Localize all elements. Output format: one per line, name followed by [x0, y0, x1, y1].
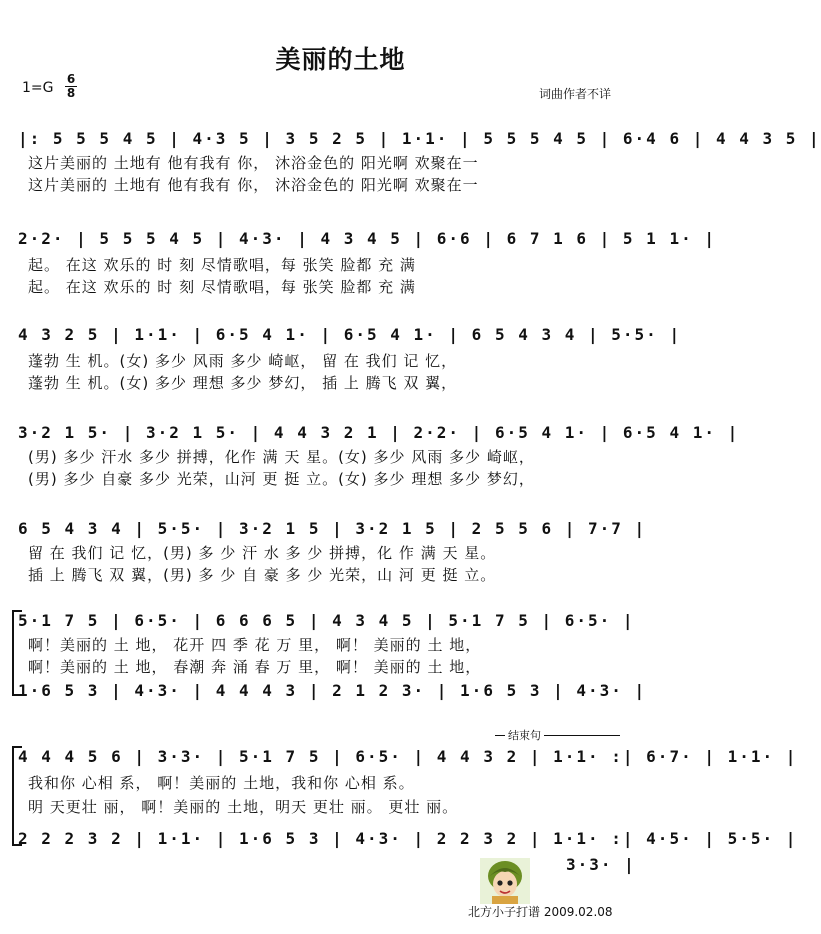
lyric-line-1b: 这片美丽的 土地有 他有我有 你， 沐浴金色的 阳光啊 欢聚在一 [28, 176, 479, 194]
time-signature-top: 6 [66, 72, 76, 86]
notation-line-6-lower: 1·6 5 3 | 4·3· | 4 4 4 3 | 2 1 2 3· | 1·6 5 3 | 4·3· | [18, 681, 647, 700]
lyric-line-6a: 啊！美丽的 土 地， 花开 四 季 花 万 里， 啊！ 美丽的 土 地， [28, 636, 482, 654]
lyric-line-4b: (男) 多少 自豪 多少 光荣，山河 更 挺 立。(女) 多少 理想 多少 梦幻， [28, 470, 535, 488]
composer-credit: 词曲作者不详 [538, 87, 611, 101]
notation-line-3: 4 3 2 5 | 1·1· | 6·5 4 1· | 6·5 4 1· | 6 5 4 3 4 | 5·5· | [18, 325, 682, 344]
notation-line-1: |: 5 5 5 4 5 | 4·3 5 | 3 5 2 5 | 1·1· | 5 5 5 4 5 | 6·4 6 | 4 4 3 5 | [18, 129, 821, 148]
lyric-line-7b: 明 天更壮 丽， 啊！美丽的 土地，明天 更壮 丽。 更壮 丽。 [28, 798, 459, 816]
lyric-line-2b: 起。 在这 欢乐的 时 刻 尽情歌唱，每 张笑 脸都 充 满 [28, 278, 416, 296]
cartoon-avatar-icon [480, 858, 530, 904]
transcriber-signature: 北方小子打谱 2009.02.08 [468, 905, 613, 919]
notation-line-2: 2·2· | 5 5 5 4 5 | 4·3· | 4 3 4 5 | 6·6 | 6 7 1 6 | 5 1 1· | [18, 229, 716, 248]
key-signature: 1=G [22, 80, 54, 96]
lyric-line-4a: (男) 多少 汗水 多少 拼搏，化作 满 天 星。(女) 多少 风雨 多少 崎岖， [28, 448, 535, 466]
notation-line-7-lower2: 3·3· | [566, 855, 636, 874]
lyric-line-6b: 啊！美丽的 土 地， 春潮 奔 涌 春 万 里， 啊！ 美丽的 土 地， [28, 658, 482, 676]
notation-line-7-lower: 2 2 2 3 2 | 1·1· | 1·6 5 3 | 4·3· | 2 2 3 2 | 1·1· :| 4·5· | 5·5· | [18, 829, 798, 848]
time-signature [64, 73, 78, 100]
lyric-line-3b: 蓬勃 生 机。(女) 多少 理想 多少 梦幻， 插 上 腾飞 双 翼， [28, 374, 458, 392]
lyric-line-5b: 插 上 腾飞 双 翼，(男) 多 少 自 豪 多 少 光荣，山 河 更 挺 立。 [28, 566, 497, 584]
notation-line-5: 6 5 4 3 4 | 5·5· | 3·2 1 5 | 3·2 1 5 | 2 5 5 6 | 7·7 | [18, 519, 647, 538]
notation-line-6: 5·1 7 5 | 6·5· | 6 6 6 5 | 4 3 4 5 | 5·1 7 5 | 6·5· | [18, 611, 635, 630]
lyric-line-2a: 起。 在这 欢乐的 时 刻 尽情歌唱，每 张笑 脸都 充 满 [28, 256, 416, 274]
lyric-line-1a: 这片美丽的 土地有 他有我有 你， 沐浴金色的 阳光啊 欢聚在一 [28, 154, 479, 172]
notation-line-7: 4 4 4 5 6 | 3·3· | 5·1 7 5 | 6·5· | 4 4 3 2 | 1·1· :| 6·7· | 1·1· | [18, 747, 798, 766]
time-signature-bottom: 8 [66, 86, 76, 100]
page-title: 美丽的土地 [275, 45, 406, 74]
lyric-line-3a: 蓬勃 生 机。(女) 多少 风雨 多少 崎岖， 留 在 我们 记 忆， [28, 352, 458, 370]
notation-line-4: 3·2 1 5· | 3·2 1 5· | 4 4 3 2 1 | 2·2· | 6·5 4 1· | 6·5 4 1· | [18, 423, 740, 442]
ending-label: 结束句 [505, 727, 544, 743]
lyric-line-7a: 我和你 心相 系， 啊！美丽的 土地，我和你 心相 系。 [28, 774, 415, 792]
lyric-line-5a: 留 在 我们 记 忆，(男) 多 少 汗 水 多 少 拼搏，化 作 满 天 星。 [28, 544, 497, 562]
